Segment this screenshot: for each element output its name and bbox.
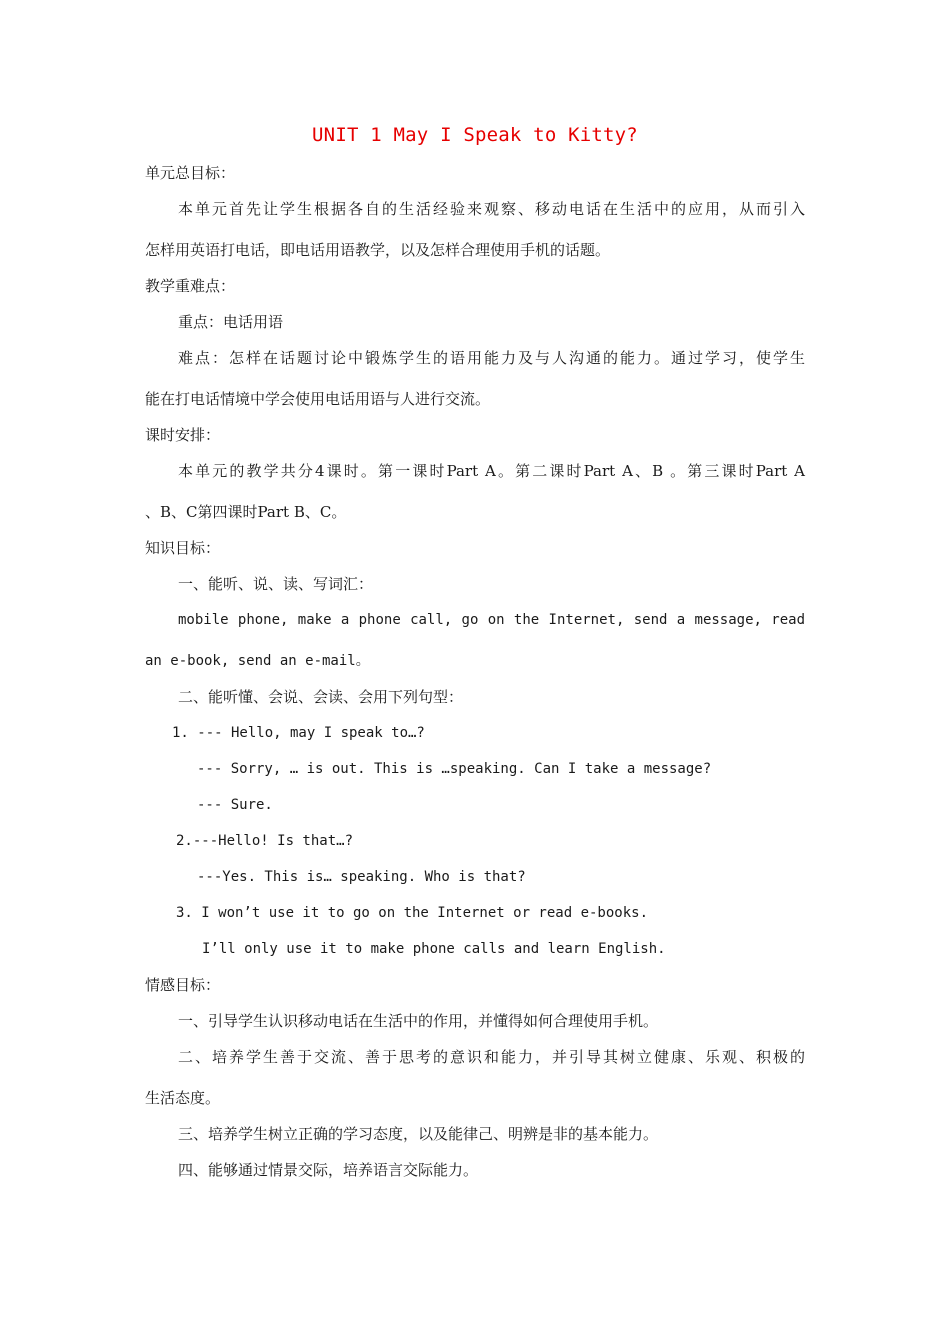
sentence-1a: 1. --- Hello, may I speak to…? — [172, 725, 425, 741]
emotion-3: 三、培养学生树立正确的学习态度，以及能律己、明辨是非的基本能力。 — [178, 1125, 659, 1143]
sentence-1c: --- Sure. — [197, 797, 273, 813]
schedule-text-2: 、B、C第四课时Part B、C。 — [145, 503, 347, 521]
unit-goal-text-2: 怎样用英语打电话，即电话用语教学，以及怎样合理使用手机的话题。 — [145, 241, 611, 259]
sentence-heading: 二、能听懂、会说、会读、会用下列句型： — [178, 688, 464, 706]
sentence-3a: 3. I won’t use it to go on the Internet or read e-books. — [176, 905, 649, 921]
unit-goal-text-1: 本单元首先让学生根据各自的生活经验来观察、移动电话在生活中的应用，从而引入 — [178, 200, 805, 218]
emotion-2b: 生活态度。 — [145, 1089, 221, 1107]
emotion-2a: 二、培养学生善于交流、善于思考的意识和能力，并引导其树立健康、乐观、积极的 — [178, 1048, 805, 1066]
emotion-heading: 情感目标： — [145, 976, 221, 994]
sentence-3b: I’ll only use it to make phone calls and learn English. — [202, 941, 666, 957]
unit-goal-heading: 单元总目标： — [145, 164, 236, 182]
sentence-2b: ---Yes. This is… speaking. Who is that? — [197, 869, 526, 885]
key-point: 重点：电话用语 — [178, 313, 284, 331]
sentence-2a: 2.---Hello! Is that…? — [176, 833, 354, 849]
emotion-1: 一、引导学生认识移动电话在生活中的作用，并懂得如何合理使用手机。 — [178, 1012, 659, 1030]
schedule-heading: 课时安排： — [145, 426, 221, 444]
emotion-4: 四、能够通过情景交际，培养语言交际能力。 — [178, 1161, 479, 1179]
difficult-point-2: 能在打电话情境中学会使用电话用语与人进行交流。 — [145, 390, 491, 408]
schedule-text-1: 本单元的教学共分4课时。第一课时Part A。第二课时Part A、B 。第三课时Part A — [178, 462, 805, 480]
page-title: UNIT 1 May I Speak to Kitty? — [312, 124, 638, 146]
vocab-heading: 一、能听、说、读、写词汇： — [178, 575, 374, 593]
vocab-text-2: an e-book, send an e-mail。 — [145, 653, 370, 669]
knowledge-heading: 知识目标： — [145, 539, 221, 557]
vocab-text-1: mobile phone, make a phone call, go on the Internet, send a message, read — [178, 612, 805, 628]
sentence-1b: --- Sorry, … is out. This is …speaking. Can I take a message? — [197, 761, 712, 777]
difficult-point-1: 难点：怎样在话题讨论中锻炼学生的语用能力及与人沟通的能力。通过学习，使学生 — [178, 349, 805, 367]
key-points-heading: 教学重难点： — [145, 277, 236, 295]
